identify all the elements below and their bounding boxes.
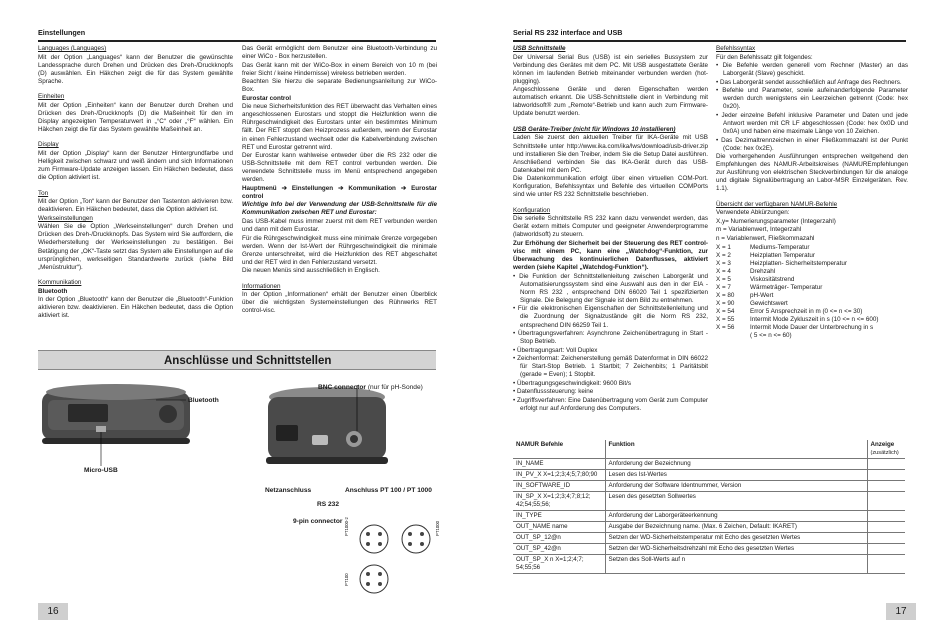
- namur-table: [513, 440, 905, 574]
- paragraph: Die serielle Schnittstelle RS 232 kann dazu verwendet werden, das Gerät extern mittels Computer und geeigneter Anwenderprogramme (labworldsoft) zu steuern.: [513, 215, 708, 239]
- table-cell: IN_PV_X X=1;2;3;4;5;7;80;90: [513, 470, 605, 481]
- paragraph: Die vorhergehenden Ausführungen entsprechen weitgehend den Empfehlungen des NAMUR-Arbeitskreises (NAMUREmpfehlungen zur Ausführung von elektrischen Steckverbindungen für die analoge und digitale Signalübertragung an Labor-MSR Einzelgeräten. Rev. 1.1).: [716, 153, 908, 193]
- abbrev-row: [716, 316, 908, 324]
- spacer: [38, 134, 233, 141]
- header-rule: [38, 40, 436, 42]
- bluetooth-label: Bluetooth: [188, 397, 219, 404]
- pin-label-c: PT100: [344, 573, 349, 586]
- paragraph: Mit der Option „Display“ kann der Benutzer Hintergrundfarbe und Helligkeit zwischen schwarz und weiß ändern und sich Informationen zum Firmware-Update anzeigen lassen. Ein Häkchen bedeutet, dass die Option aktiviert ist.: [38, 150, 233, 182]
- subheading: Befehlssyntax: [716, 45, 756, 52]
- abbrev-row: [716, 308, 908, 316]
- abbrev-value: Error 5 Ansprechzeit in m (0 <= n <= 30): [750, 307, 863, 315]
- subheading: USB Geräte-Treiber (nicht für Windows 10 installieren): [513, 125, 676, 133]
- abbrev-row: [716, 292, 908, 300]
- abbrev-row: [716, 324, 908, 332]
- table-header-row: [513, 440, 905, 459]
- bullet-item: • Die Funktion der Schnittstellenleitung zwischen Laborgerät und Automatisierungssystem sind eine Auswahl aus den in der EIA - Norm RS 232 , entsprechend DIN 66020 Teil 1 spezifizierten Signale. Die Belegung der Signale ist dem Bild zu entnehmen.: [513, 272, 708, 304]
- pin-label-b: PT1000: [435, 520, 440, 536]
- abbrev-row: [716, 284, 908, 292]
- paragraph: In der Option „Informationen“ erhält der Benutzer einen Überblick über die wichtigsten Systemeinstellungen des Rührwerks RET control-visc.: [242, 291, 437, 315]
- paragraph: Wählen Sie die Option „Werkseinstellungen“ durch Drehen und Drücken des Dreh-/Druckknopfs. Das System wird Sie auffordern, die Wiederherstellung der Werkseinstellungen zu bestätigen. Bei Betätigung der „OK“-Taste setzt das System alle Einstellungen auf die ursprünglichen, werkseitigen Standardwerte zurück (siehe Bild „Menüstruktur“).: [38, 223, 233, 271]
- abbrev-row: [716, 244, 908, 252]
- abbrev-value: Gewichtswert: [750, 299, 788, 307]
- table-cell: Lesen des Ist-Wertes: [605, 470, 867, 481]
- table-cell: OUT_SP_42@n: [513, 543, 605, 554]
- paragraph: Beachten Sie hierzu die separate Bedienungsanleitung zur WiCo-Box.: [242, 78, 437, 94]
- abbrev-row: [716, 300, 908, 308]
- bullet-item: • Das Dezimaltrennzeichen in einer Fließkommazahl ist der Punkt (Code: hex 0x2E).: [716, 136, 908, 152]
- abbrev-value: Viskositätstrend: [750, 275, 795, 283]
- subheading: Ton: [38, 189, 49, 197]
- paragraph: m = Variablenwert, Integerzahl: [716, 226, 802, 234]
- paragraph: Der Universal Serial Bus (USB) ist ein serielles Bussystem zur Verbindung des Gerätes mit dem PC. Mit USB ausgestattete Geräte können im laufenden Betrieb miteinander verbunden werden (hot-plugging).: [513, 53, 708, 85]
- table-cell: OUT_SP_X n X=1;2;4;7; 54;55;56: [513, 554, 605, 573]
- abbrev-value: Intermit Mode Zykluszeit in s (10 <= n <= 600): [750, 316, 879, 323]
- bold-paragraph: Zur Erhöhung der Sicherheit bei der Steuerung des RET control-visc mit einem PC, kann eine „Watchdog“-Funktion, zur Überwachung des kontinuierlichen Datenflusses, aktiviert werden (siehe Kapitel „Watchdog-Funktion“).: [513, 240, 708, 272]
- paragraph: In der Option „Bluetooth“ kann der Benutzer die „Bluetooth“-Funktion aktivieren bzw. deaktivieren. Ein Häkchen bedeutet, dass die Option aktiviert ist.: [38, 296, 233, 320]
- micro-usb-label: Micro-USB: [84, 467, 118, 474]
- paragraph: Das Gerät ermöglicht dem Benutzer eine Bluetooth-Verbindung zu einer WiCo - Box herzustellen.: [242, 45, 437, 61]
- text-column-left: [513, 45, 708, 435]
- pin-diagram: [352, 521, 448, 603]
- bullet-item: • Übertragungsverfahren: Asynchrone Zeichenübertragung in Start - Stop Betrieb.: [513, 330, 708, 346]
- abbrev-value: Heizplatten Temperatur: [750, 251, 815, 259]
- pin-label-a: PT1000-2: [344, 517, 349, 536]
- rs232-label: RS 232: [317, 501, 339, 508]
- spacer: [513, 119, 708, 126]
- subheading: Einheiten: [38, 93, 65, 101]
- bullet-item: • Übertragungsart: Voll Duplex: [513, 346, 598, 354]
- table-cell: IN_SP_X X=1;2;3;4;7;8;12; 42;54;55;56;: [513, 492, 605, 511]
- spacer: [716, 194, 908, 201]
- bullet-item: • Jeder einzelne Befehl inklusive Parameter und Daten und jede Antwort werden mit CR LF abgeschlossen (Code: hex 0x0D und 0x0A) und haben eine maximale Länge von 10 Zeichen.: [716, 111, 908, 135]
- page-number: 17: [886, 603, 916, 620]
- subheading: Konfiguration: [513, 206, 551, 214]
- table-cell: OUT_SP_12@n: [513, 532, 605, 543]
- spacer: [38, 183, 233, 190]
- abbrev-value: Intermit Mode Dauer der Unterbrechung in s: [750, 324, 874, 332]
- abbrev-key: X = 3: [716, 259, 731, 267]
- abbrev-key: X = 2: [716, 251, 731, 259]
- paragraph: X,y= Numerierungsparameter (Integerzahl): [716, 217, 836, 225]
- paragraph: Laden Sie zuerst den aktuellen Treiber für IKA-Geräte mit USB Schnittstelle unter http://www.ika.com/ika/lws/download/usb-driver.zip und installieren Sie den Treiber, indem Sie die Setup Datei ausführen. Anschließend verbinden Sie das IKA-Gerät durch das USB-Datenkabel mit dem PC.: [513, 134, 708, 174]
- table-cell: [867, 459, 905, 470]
- abbrev-value: Mediums-Temperatur: [750, 243, 810, 251]
- subheading: Übersicht der verfügbaren NAMUR-Befehle: [716, 200, 838, 208]
- abbrev-value: Heizplatten- Sicherheitstemperatur: [750, 259, 847, 267]
- text-column-left: [38, 45, 233, 345]
- subheading: Display: [38, 141, 59, 149]
- table-cell: [867, 492, 905, 511]
- table-cell: Setzen der WD-Sicherheitstemperatur mit Echo des gesetzten Wertes: [605, 532, 867, 543]
- pt-label: Anschluss PT 100 / PT 1000: [345, 487, 432, 494]
- page-header: Einstellungen: [38, 28, 86, 37]
- spacer: [38, 86, 233, 93]
- paragraph: Verwendete Abkürzungen:: [716, 209, 790, 217]
- table-row: [513, 521, 905, 532]
- abbrev-row: [716, 252, 908, 260]
- table-cell: IN_TYPE: [513, 510, 605, 521]
- table-cell: [867, 554, 905, 573]
- spacer: [242, 276, 437, 283]
- paragraph: Der Eurostar kann wahlweise entweder über die RS 232 oder die USB-Schnittstelle mit dem RET control verbunden werden. Die verwendete Schnittstelle muss im Menü entsprechend angegeben werden.: [242, 152, 437, 184]
- text-column-right: [716, 45, 908, 385]
- bullet-item: • Die Befehle werden generell vom Rechner (Master) an das Laborgerät (Slave) geschickt.: [716, 62, 908, 78]
- subheading: USB Schnittstelle: [513, 45, 566, 52]
- table-cell: [867, 532, 905, 543]
- table-cell: Setzen des Soll-Werts auf n: [605, 554, 867, 573]
- bullet-item: • Zeichenformat: Zeichenerstellung gemäß Datenformat in DIN 66022 für Start-Stop Betrieb. 1 Startbit; 7 Zeichenbits; 1 Paritätsbit (gerade = Even); 1 Stopbit.: [513, 355, 708, 379]
- netz-label: Netzanschluss: [265, 487, 312, 494]
- section-title: Anschlüsse und Schnittstellen: [164, 355, 332, 367]
- paragraph: Die neuen Menüs sind ausschließlich in Englisch.: [242, 267, 380, 275]
- table-header: Anzeige (zusätzlich): [870, 441, 899, 456]
- paragraph: Angeschlossene Geräte und deren Eigenschaften werden automatisch erkannt. Die USB-Schnittstelle dient in Verbindung mit labworldsoft® zum „Remote“-Betrieb und kann auch zum Firmware-Update benutzt werden.: [513, 86, 708, 118]
- table-row: [513, 470, 905, 481]
- paragraph: Mit der Option „Einheiten“ kann der Benutzer durch Drehen und Drücken des Dreh-/Druckknopfs (D) die Maßeinheit für den im Display angezeigten Temperaturwert in „°C“ oder „°F“ wählen. Ein Häkchen zeigt die für das System gewählte Maßeinheit an.: [38, 101, 233, 133]
- abbrev-key: X = 54: [716, 307, 735, 315]
- page-number: 16: [38, 603, 68, 620]
- table-row: [513, 481, 905, 492]
- device-side-image: [38, 380, 198, 480]
- table-cell: Anforderung der Laborgeräteerkennung: [605, 510, 867, 521]
- table-cell: Lesen des gesetzten Sollwertes: [605, 492, 867, 511]
- section-banner: [38, 350, 436, 370]
- abbrev-value: ( 5 <= n <= 60): [750, 332, 792, 340]
- paragraph: Für den Befehlssatz gilt folgendes:: [716, 53, 813, 61]
- bullet-item: • Übertragungsgeschwindigkeit: 9600 Bit/s: [513, 379, 632, 387]
- abbrev-key: X = 5: [716, 275, 731, 283]
- table-cell: [867, 470, 905, 481]
- abbrev-key: X = 56: [716, 324, 735, 332]
- bullet-item: • Befehle und Parameter, sowie aufeinanderfolgende Parameter werden durch wenigstens ein Leerzeichen getrennt (Code: hex 0x20).: [716, 87, 908, 111]
- abbrev-key: X = 80: [716, 291, 735, 299]
- table-cell: Setzen der WD-Sicherheitsdrehzahl mit Echo des gesetzten Wertes: [605, 543, 867, 554]
- pin9-label: 9-pin connector: [293, 518, 343, 525]
- paragraph: Für die Rührgeschwindigkeit muss eine minimale Grenze vorgegeben werden. Wenn der Ist-Wert der Rührgeschwindigkeit die minimale Grenze unterschreitet, wird die Heizfunktion des RET abgeschaltet und der RET wird in den Fehlerzustand versetzt.: [242, 234, 437, 266]
- subheading: Werkseinstellungen: [38, 214, 93, 222]
- table-cell: IN_SOFTWARE_ID: [513, 481, 605, 492]
- bullet-item: • Das Laborgerät sendet ausschließlich auf Anfrage des Rechners.: [716, 78, 902, 86]
- abbrev-key: X = 1: [716, 243, 731, 251]
- bullet-item: • Für die elektronischen Eigenschaften der Schnittstellenleitung und die Zuordnung der Signalzustände gilt die Norm RS 232, entsprechend DIN 66259 Teil 1.: [513, 305, 708, 329]
- page-header: Serial RS 232 interface and USB: [513, 28, 623, 37]
- abbrev-row: [716, 332, 908, 340]
- table-row: [513, 532, 905, 543]
- note: Wichtige Info bei der Verwendung der USB-Schnittstelle für die Kommunikation zwischen RET und Eurostar:: [242, 201, 437, 217]
- table-cell: [867, 521, 905, 532]
- text-column-right: [242, 45, 437, 345]
- table-header: Funktion: [605, 440, 867, 459]
- header-rule: [513, 40, 906, 42]
- subheading: Informationen: [242, 282, 281, 290]
- paragraph: Das Gerät kann mit der WiCo-Box in einem Bereich von 10 m (bei freier Sicht / keine Hindernisse) wireless betrieben werden.: [242, 61, 437, 77]
- device-rear-image: [262, 385, 392, 475]
- bold-paragraph: Eurostar control: [242, 94, 291, 102]
- table-row: [513, 492, 905, 511]
- subheading: Kommunikation: [38, 279, 82, 287]
- bold-paragraph: Bluetooth: [38, 287, 68, 295]
- table-cell: Anforderung der Software Identnummer, Version: [605, 481, 867, 492]
- abbrev-key: X = 55: [716, 316, 735, 323]
- paragraph: Das USB-Kabel muss immer zuerst mit dem RET verbunden werden und dann mit dem Eurostar.: [242, 217, 437, 234]
- abbrev-row: [716, 268, 908, 276]
- abbrev-key: [716, 332, 750, 340]
- table-row: [513, 554, 905, 573]
- paragraph: Mit der Option „Ton“ kann der Benutzer den Tastenton aktivieren bzw. deaktivieren. Ein Häkchen bedeutet, dass die Option aktiviert ist.: [38, 198, 233, 214]
- spacer: [513, 200, 708, 207]
- bullet-item: • Datenflusssteuerung: keine: [513, 388, 594, 396]
- abbrev-key: X = 7: [716, 283, 731, 291]
- table-cell: OUT_NAME name: [513, 521, 605, 532]
- abbrev-value: Wärmeträger- Temperatur: [750, 283, 823, 291]
- table-cell: Ausgabe der Bezeichnung name. (Max. 6 Zeichen, Default: IKARET): [605, 521, 867, 532]
- table-row: [513, 510, 905, 521]
- table-cell: [867, 510, 905, 521]
- bnc-label: BNC connector (nur für pH-Sonde): [318, 384, 423, 391]
- bullet-item: • Zugriffsverfahren: Eine Datenübertragung vom Gerät zum Computer erfolgt nur auf Anforderung des Computers.: [513, 396, 708, 412]
- bold-paragraph: Hauptmenü ➔ Einstellungen ➔ Kommunikation ➔ Eurostar control: [242, 184, 437, 200]
- paragraph: n = Variablenwert, Fließkommazahl: [716, 235, 815, 243]
- abbrev-row: [716, 260, 908, 268]
- abbrev-key: X = 90: [716, 299, 735, 307]
- table-row: [513, 543, 905, 554]
- paragraph: Die neue Sicherheitsfunktion des RET überwacht das Verhalten eines angeschlossenen Eurostars und stoppt die Heizfunktion wenn die Rührgeschwindigkeit des Eurostars unter ein bestimmtes Minimum fällt. Der RET stoppt den Heizprozess außerdem, wenn der Eurostar in einen Fehlerzustand wechselt oder die Kabelverbindung zwischen RET und Eurostar getrennt wird.: [242, 103, 437, 151]
- table-header: NAMUR Befehle: [513, 440, 605, 459]
- table-cell: Anforderung der Bezeichnung: [605, 459, 867, 470]
- table-cell: [867, 481, 905, 492]
- spacer: [38, 272, 233, 279]
- abbrev-value: Drehzahl: [750, 267, 776, 275]
- abbrev-row: [716, 276, 908, 284]
- abbrev-value: pH-Wert: [750, 291, 774, 299]
- abbrev-key: X = 4: [716, 267, 731, 275]
- table-cell: [867, 543, 905, 554]
- table-cell: IN_NAME: [513, 459, 605, 470]
- table-row: [513, 459, 905, 470]
- paragraph: Die Datenkommunikation erfolgt über einen virtuellen COM-Port. Konfiguration, Befehlssyntax und Befehle des virtuellen COMPorts sind wie unter RS 232 Schnittstelle beschrieben.: [513, 175, 708, 199]
- subheading: Languages (Languages): [38, 45, 107, 52]
- paragraph: Mit der Option „Languages“ kann der Benutzer die gewünschte Landessprache durch Drehen und Drücken des Dreh-/Druckknopfs (D) auswählen. Ein Häkchen zeigt die für das System gewählte Sprache.: [38, 53, 233, 85]
